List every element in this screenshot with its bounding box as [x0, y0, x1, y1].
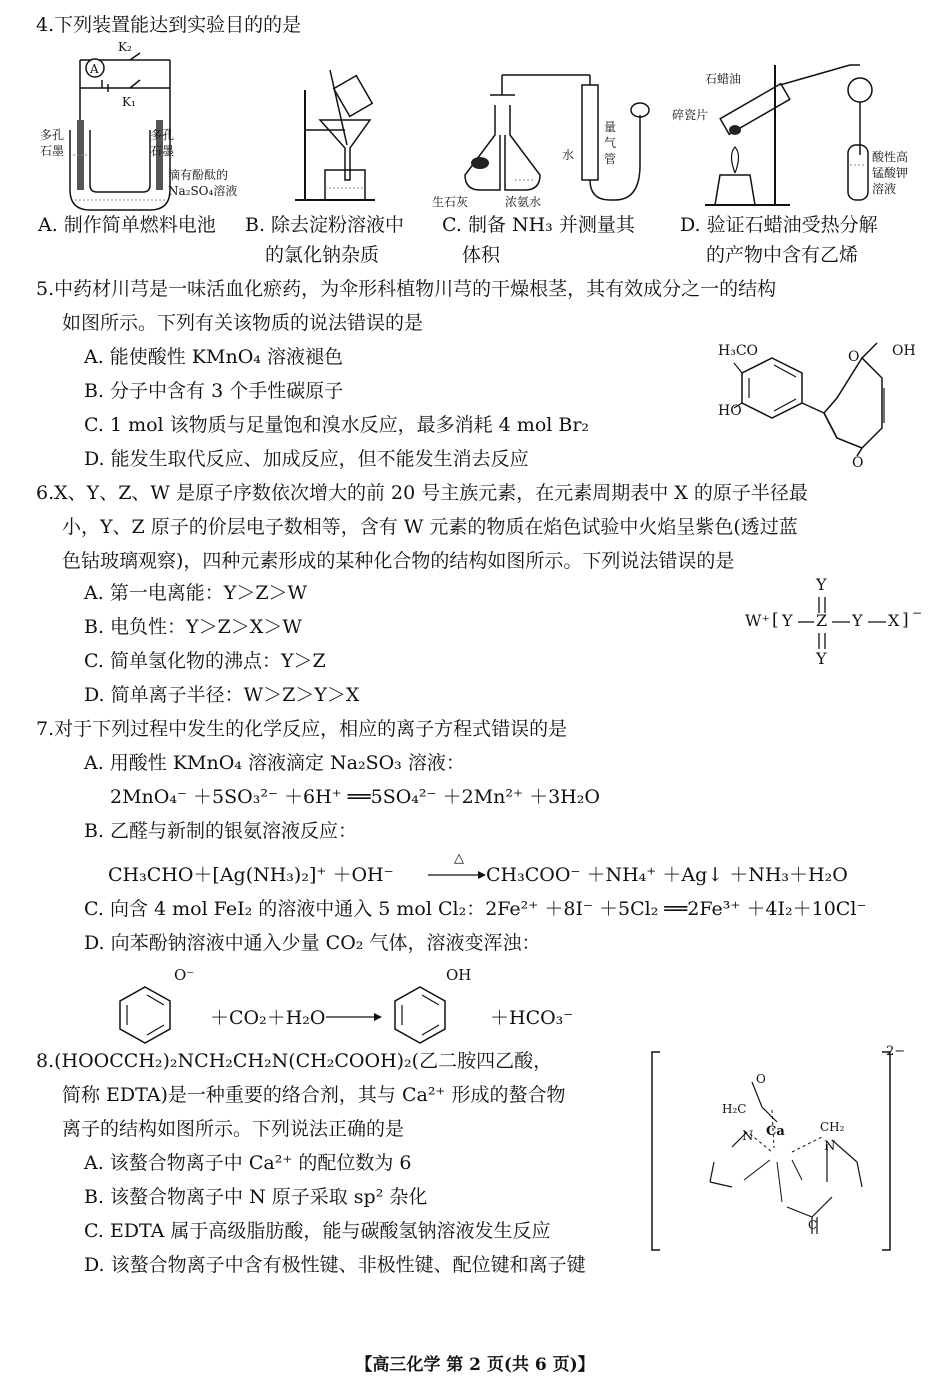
- kmno4-label-2: 锰酸钾: [872, 166, 909, 180]
- q6-charge: −: [912, 606, 923, 620]
- q4-caption-c-line2: 体积: [462, 244, 501, 266]
- q8-n-right-label: N: [824, 1139, 836, 1154]
- q7-option-d-middle: ＋CO₂＋H₂O: [210, 1007, 326, 1029]
- q5-o-keto-label: O: [852, 455, 864, 471]
- q7-option-d: D. 向苯酚钠溶液中通入少量 CO₂ 气体，溶液变浑浊：: [84, 932, 541, 954]
- q7-heat-symbol: △: [454, 851, 464, 866]
- q5-h3co-label: H₃CO: [718, 343, 759, 359]
- graphite-right-label-2: 石墨: [150, 144, 175, 158]
- q6-stem-line1: 6.X、Y、Z、W 是原子序数依次增大的前 20 号主族元素，在元素周期表中 X 的原子半径最: [36, 482, 808, 504]
- q8-stem-line3: 离子的结构如图所示。下列说法正确的是: [62, 1118, 405, 1140]
- graphite-right-label-1: 多孔: [150, 128, 175, 142]
- q5-option-c: C. 1 mol 该物质与足量饱和溴水反应，最多消耗 4 mol Br₂: [84, 414, 590, 436]
- q4-caption-c-line1: C. 制备 NH₃ 并测量其: [442, 214, 635, 236]
- q4-caption-d-line2: 的产物中含有乙烯: [706, 244, 859, 266]
- q8-option-c: C. EDTA 属于高级脂肪酸，能与碳酸氢钠溶液发生反应: [84, 1220, 551, 1242]
- q5-o-bridge-label: O: [848, 349, 860, 365]
- q6-y-top: Y: [816, 575, 827, 594]
- q6-w-ion: W⁺: [745, 611, 770, 630]
- q6-option-d: D. 简单离子半径：W＞Z＞Y＞X: [84, 684, 360, 706]
- q6-y-left: Y: [782, 611, 793, 630]
- apparatus-b-filtration: [285, 70, 425, 210]
- q5-oh-label: OH: [892, 343, 916, 359]
- q8-charge-label: 2−: [886, 1044, 906, 1059]
- q8-ca-label: Ca: [766, 1124, 785, 1139]
- q6-option-c: C. 简单氢化物的沸点：Y＞Z: [84, 650, 326, 672]
- q7-phenoxide-label: O⁻: [174, 966, 195, 984]
- q8-option-d: D. 该螯合物离子中含有极性键、非极性键、配位键和离子键: [84, 1254, 586, 1276]
- q8-ch2-label: CH₂: [820, 1120, 845, 1134]
- q4-caption-b-line2: 的氯化钠杂质: [265, 244, 380, 266]
- q6-bracket-right: ]: [902, 610, 909, 630]
- k1-label: K₁: [122, 95, 136, 109]
- kmno4-label-1: 酸性高: [872, 150, 909, 164]
- q7-option-b-equation-right: CH₃COO⁻ ＋NH₄⁺ ＋Ag↓ ＋NH₃＋H₂O: [486, 864, 848, 886]
- q5-stem-line1: 5.中药材川芎是一味活血化瘀药，为伞形科植物川芎的干燥根茎，其有效成分之一的结构: [36, 278, 777, 300]
- kmno4-label-3: 溶液: [872, 182, 897, 196]
- q6-structure-bonds: [780, 585, 923, 675]
- q7-reaction-arrow: [428, 870, 488, 880]
- q4-stem: 4.下列装置能达到实验目的的是: [36, 14, 302, 36]
- q8-chelate-structure: [652, 1052, 902, 1262]
- q4-caption-b-line1: B. 除去淀粉溶液中: [245, 214, 405, 236]
- k2-label: K₂: [118, 40, 132, 54]
- q6-y-right: Y: [852, 611, 863, 630]
- q5-option-a: A. 能使酸性 KMnO₄ 溶液褪色: [84, 346, 343, 368]
- q8-stem-line1: 8.(HOOCCH₂)₂NCH₂CH₂N(CH₂COOH)₂(乙二胺四乙酸，: [36, 1050, 553, 1072]
- paraffin-label: 石蜡油: [705, 72, 742, 86]
- q7-phenoxide-ring: [115, 985, 175, 1045]
- q6-stem-line3: 色钴玻璃观察)，四种元素形成的某种化合物的结构如图所示。下列说法错误的是: [62, 550, 735, 572]
- q5-option-b: B. 分子中含有 3 个手性碳原子: [84, 380, 344, 402]
- tube-label-1: 量: [604, 120, 617, 134]
- water-label: 水: [562, 148, 575, 162]
- graphite-left-label-2: 石墨: [40, 144, 65, 158]
- ammeter-label: A: [90, 62, 99, 76]
- tube-label-3: 管: [604, 152, 617, 166]
- q6-z-center: Z: [816, 611, 828, 630]
- ammonia-label: 浓氨水: [505, 195, 542, 209]
- solution-label-1: 滴有酚酞的: [168, 168, 229, 182]
- q7-option-d-end: ＋HCO₃⁻: [490, 1007, 574, 1029]
- q6-y-bottom: Y: [816, 649, 827, 668]
- q7-option-c: C. 向含 4 mol FeI₂ 的溶液中通入 5 mol Cl₂：2Fe²⁺ ＋8I⁻ ＋5Cl₂ ══2Fe³⁺ ＋4I₂＋10Cl⁻: [84, 898, 867, 920]
- q6-option-a: A. 第一电离能：Y＞Z＞W: [84, 582, 308, 604]
- q7-option-a-equation: 2MnO₄⁻ ＋5SO₃²⁻ ＋6H⁺ ══5SO₄²⁻ ＋2Mn²⁺ ＋3H₂O: [110, 786, 600, 808]
- q7-stem: 7.对于下列过程中发生的化学反应，相应的离子方程式错误的是: [36, 718, 568, 740]
- graphite-left-label-1: 多孔: [40, 128, 65, 142]
- q8-h2c-label: H₂C: [722, 1102, 747, 1116]
- q5-option-d: D. 能发生取代反应、加成反应，但不能发生消去反应: [84, 448, 529, 470]
- q6-x-atom: X: [888, 611, 900, 630]
- q8-n-left-label: N: [742, 1129, 754, 1144]
- apparatus-c-ammonia: [460, 55, 660, 205]
- q5-ho-label: HO: [718, 403, 742, 419]
- q8-option-b: B. 该螯合物离子中 N 原子采取 sp² 杂化: [84, 1186, 428, 1208]
- page-footer: 【高三化学 第 2 页(共 6 页)】: [355, 1355, 595, 1375]
- solution-label-2: Na₂SO₄溶液: [168, 184, 238, 198]
- q4-caption-a: A. 制作简单燃料电池: [38, 214, 216, 236]
- q7-phenol-ring: [390, 985, 450, 1045]
- porcelain-label: 碎瓷片: [672, 108, 709, 122]
- q8-option-a: A. 该螯合物离子中 Ca²⁺ 的配位数为 6: [84, 1152, 412, 1174]
- q7-option-a: A. 用酸性 KMnO₄ 溶液滴定 Na₂SO₃ 溶液：: [84, 752, 465, 774]
- q7-option-b-equation-left: CH₃CHO＋[Ag(NH₃)₂]⁺ ＋OH⁻: [108, 864, 394, 886]
- q8-c-label: C: [808, 1218, 818, 1232]
- q6-bracket-left: [: [772, 610, 779, 630]
- tube-label-2: 气: [604, 136, 617, 150]
- q6-option-b: B. 电负性：Y＞Z＞X＞W: [84, 616, 302, 638]
- q7-arrow-d: [326, 1012, 386, 1022]
- lime-label: 生石灰: [432, 195, 469, 209]
- q6-stem-line2: 小，Y、Z 原子的价层电子数相等，含有 W 元素的物质在焰色试验中火焰呈紫色(透过蓝: [62, 516, 798, 538]
- q7-option-b: B. 乙醛与新制的银氨溶液反应：: [84, 820, 358, 842]
- q8-o-label: O: [756, 1072, 766, 1086]
- q8-stem-line2: 简称 EDTA)是一种重要的络合剂，其与 Ca²⁺ 形成的螯合物: [62, 1084, 566, 1106]
- q5-stem-line2: 如图所示。下列有关该物质的说法错误的是: [62, 312, 424, 334]
- q4-caption-d-line1: D. 验证石蜡油受热分解: [680, 214, 878, 236]
- q7-phenol-oh-label: OH: [446, 966, 472, 984]
